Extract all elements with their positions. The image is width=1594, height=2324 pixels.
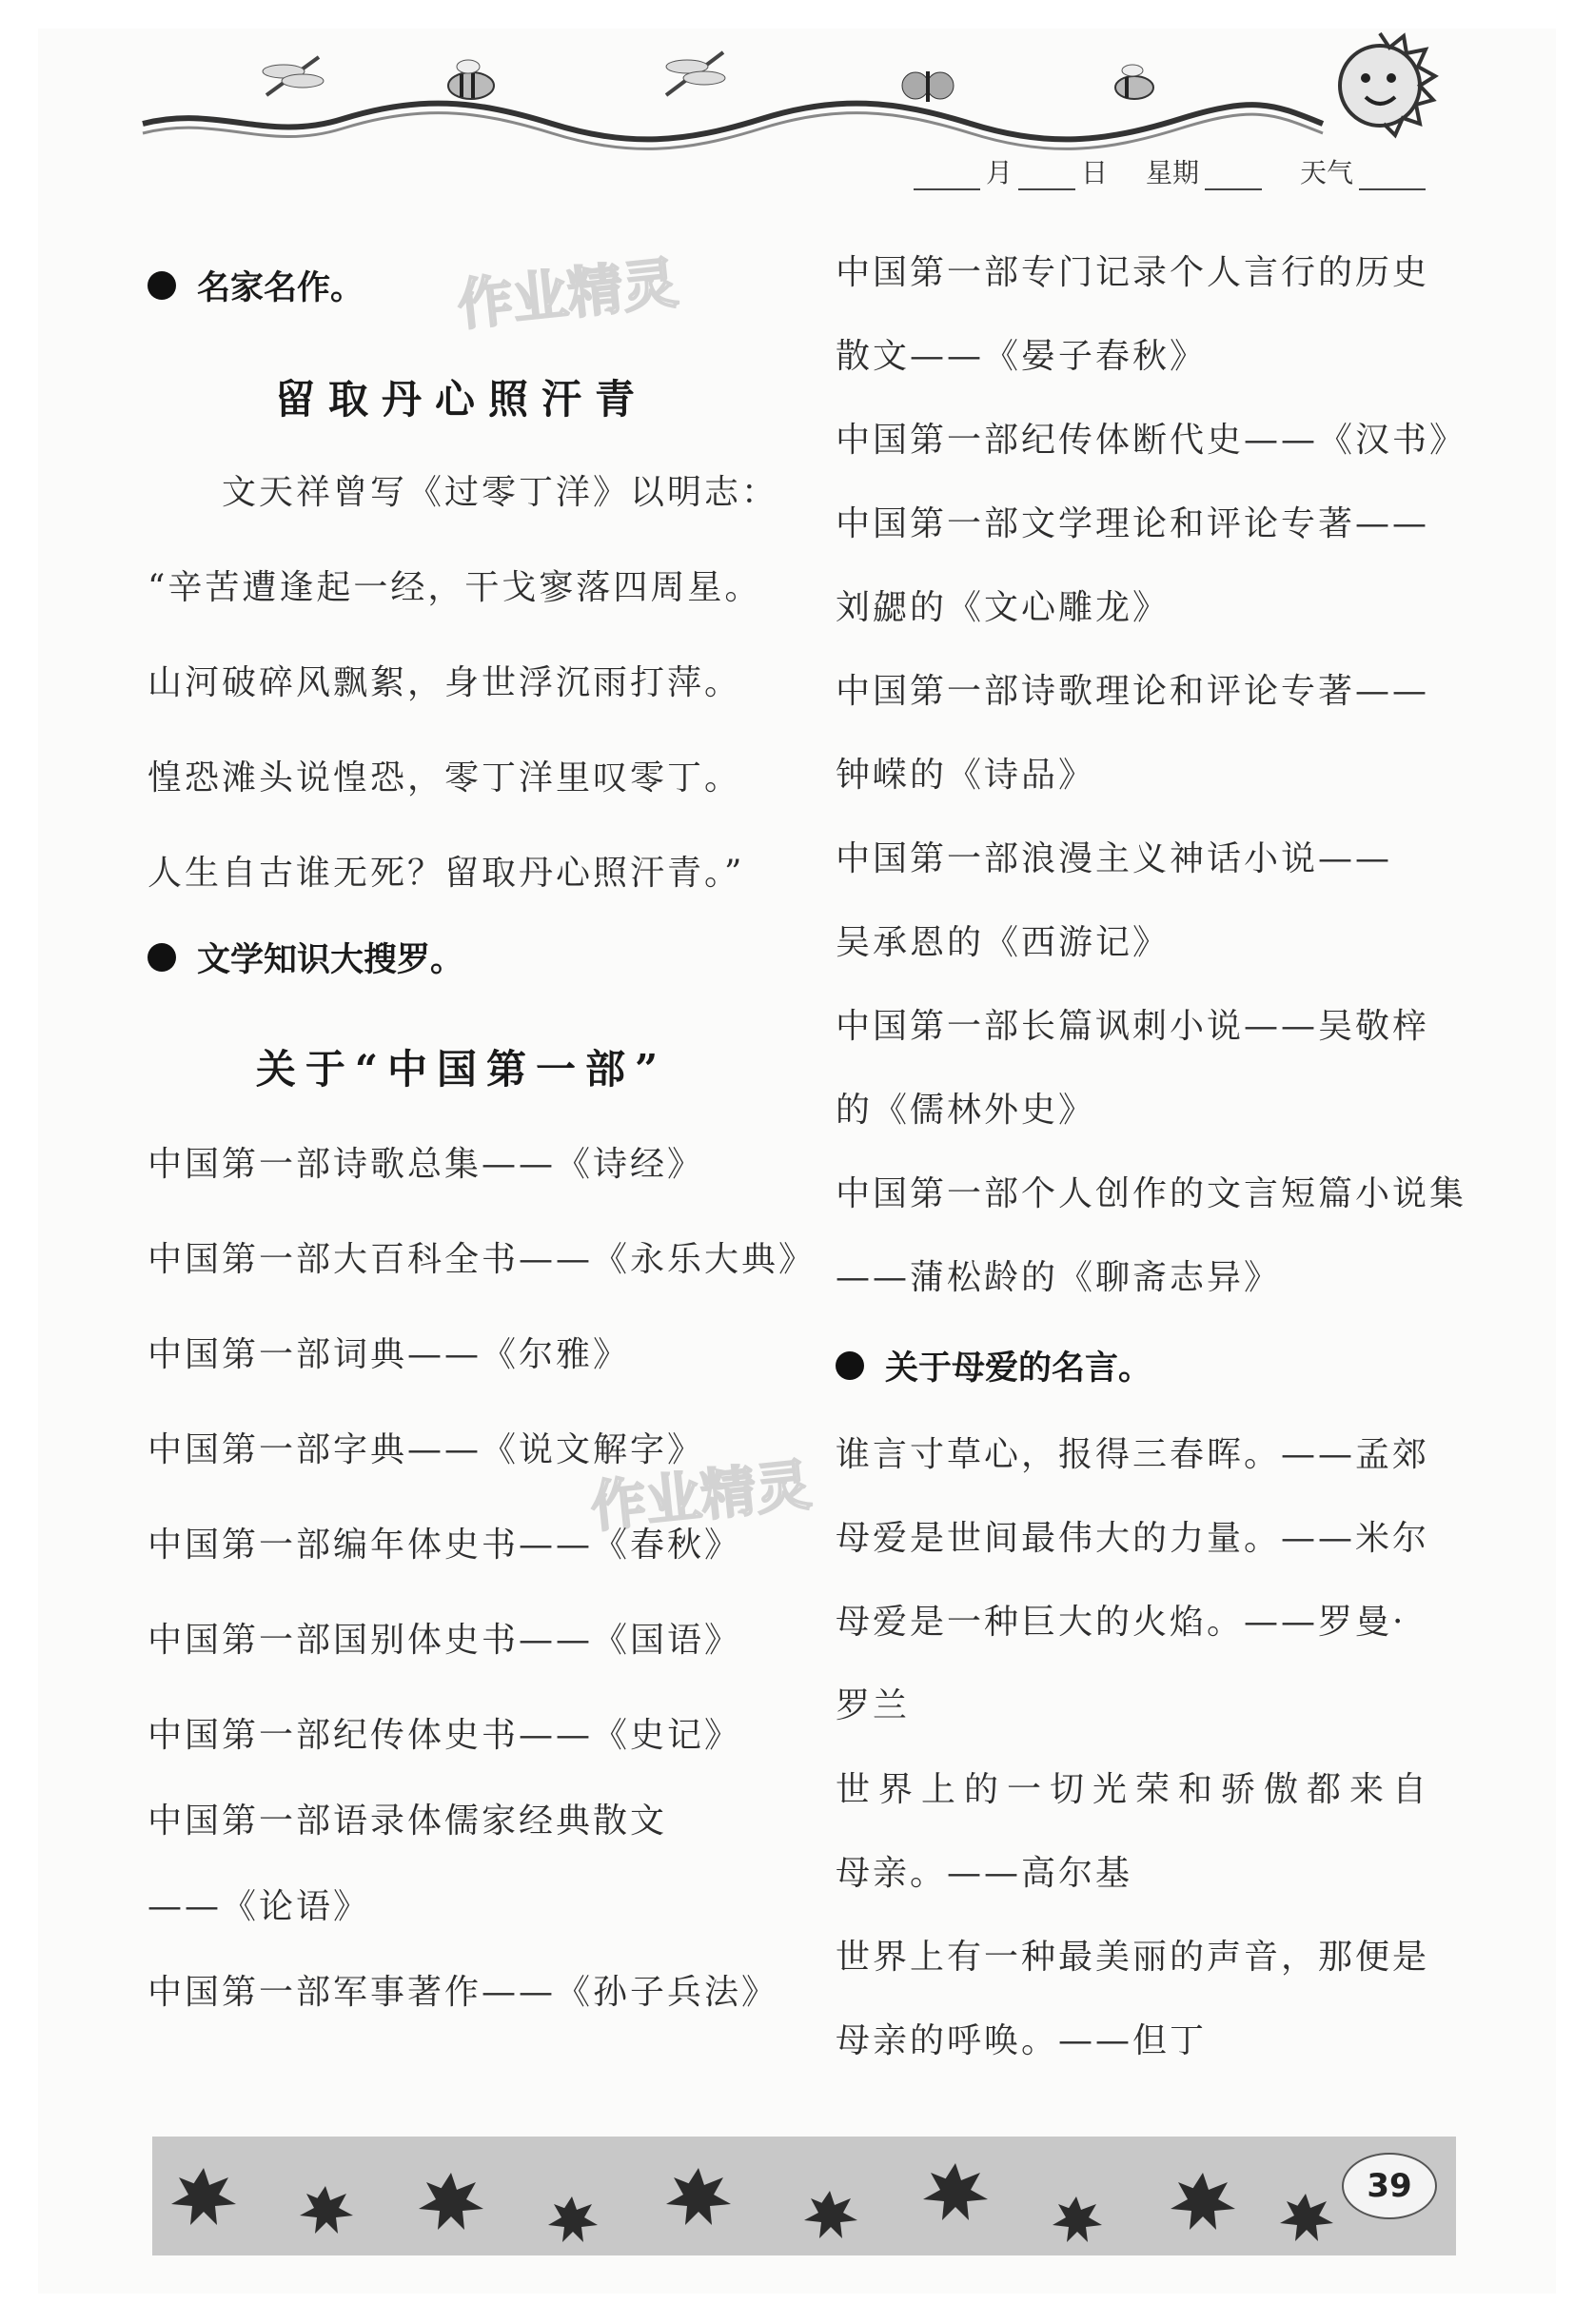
list-item: 吴承恩的《西游记》 bbox=[836, 923, 1171, 962]
right-column bbox=[836, 246, 1467, 2098]
leaf-icon bbox=[1280, 2194, 1333, 2241]
poem-line: 惶恐滩头说惶恐，零丁洋里叹零丁。 bbox=[148, 758, 742, 798]
list-item: 中国第一部编年体史书——《春秋》 bbox=[148, 1526, 742, 1565]
header-decoration bbox=[133, 19, 1446, 162]
quote-line: 世界上的一切光荣和骄傲都来自 bbox=[836, 1770, 1436, 1809]
butterfly-icon bbox=[902, 71, 954, 102]
section-title: 关于母爱的名言。 bbox=[885, 1349, 1152, 1388]
day-blank bbox=[1018, 160, 1075, 190]
month-blank bbox=[914, 160, 980, 190]
bullet-icon bbox=[148, 943, 176, 972]
list-item: 中国第一部字典——《说文解字》 bbox=[148, 1430, 705, 1469]
list-item: ——蒲松龄的《聊斋志异》 bbox=[836, 1258, 1282, 1297]
quote-line: 母亲的呼唤。——但丁 bbox=[836, 2021, 1208, 2060]
date-weather-line bbox=[914, 152, 1446, 190]
list-item: 中国第一部语录体儒家经典散文 bbox=[148, 1802, 668, 1841]
leaf-icon bbox=[1171, 2173, 1235, 2230]
list-title: 关于“中国第一部” bbox=[255, 1046, 668, 1093]
list-item: 的《儒林外史》 bbox=[836, 1091, 1096, 1130]
poem-line: “辛苦遭逢起一经，干戈寥落四周星。 bbox=[148, 568, 762, 607]
leaf-icon bbox=[1053, 2196, 1102, 2242]
quote-line: 母亲。——高尔基 bbox=[836, 1854, 1133, 1893]
list-item: 中国第一部浪漫主义神话小说—— bbox=[836, 839, 1393, 878]
quote-line: 世界上有一种最美丽的声音，那便是 bbox=[836, 1938, 1430, 1977]
sun-icon bbox=[1340, 33, 1435, 135]
list-item: 中国第一部诗歌总集——《诗经》 bbox=[148, 1145, 705, 1184]
section-title: 名家名作。 bbox=[197, 269, 364, 307]
list-item: 中国第一部大百科全书——《永乐大典》 bbox=[148, 1240, 817, 1279]
quote-line: 谁言寸草心，报得三春晖。——孟郊 bbox=[836, 1435, 1430, 1474]
list-item: 钟嵘的《诗品》 bbox=[836, 756, 1096, 795]
list-item: 中国第一部纪传体断代史——《汉书》 bbox=[836, 421, 1467, 460]
bullet-icon bbox=[836, 1351, 864, 1380]
leaf-icon bbox=[171, 2168, 236, 2225]
watermark: 作业精灵 bbox=[587, 1452, 815, 1540]
weather-label: 天气 bbox=[1300, 157, 1354, 188]
dragonfly-icon bbox=[263, 57, 324, 95]
footer-bar bbox=[152, 2137, 1456, 2255]
list-item: 中国第一部文学理论和评论专著—— bbox=[836, 504, 1430, 543]
poem-line: 人生自古谁无死？留取丹心照汗青。” bbox=[148, 854, 745, 893]
first-works-list-continued bbox=[836, 246, 1467, 1334]
weather-blank bbox=[1359, 160, 1426, 190]
bullet-icon bbox=[148, 271, 176, 300]
section-heading bbox=[836, 1342, 1454, 1389]
section-heading bbox=[148, 934, 776, 981]
poem-line: 文天祥曾写《过零丁洋》以明志： bbox=[222, 473, 779, 512]
leaf-icon bbox=[804, 2191, 857, 2238]
leaf-icon bbox=[300, 2186, 353, 2234]
list-item: 中国第一部专门记录个人言行的历史 bbox=[836, 253, 1430, 292]
leaf-icon bbox=[419, 2173, 483, 2230]
list-item: ——《论语》 bbox=[148, 1887, 371, 1926]
leaf-decoration bbox=[152, 2137, 1456, 2255]
dragonfly-icon bbox=[666, 52, 725, 95]
section-title: 文学知识大搜罗。 bbox=[197, 941, 464, 979]
quote-line: 罗兰 bbox=[836, 1686, 911, 1725]
list-item: 中国第一部长篇讽刺小说——吴敬梓 bbox=[836, 1007, 1430, 1046]
first-works-list bbox=[148, 1137, 817, 2051]
quote-line: 母爱是世间最伟大的力量。——米尔 bbox=[836, 1519, 1430, 1558]
watermark: 作业精灵 bbox=[454, 250, 681, 338]
poem-line: 山河破碎风飘絮，身世浮沉雨打萍。 bbox=[148, 663, 742, 702]
list-item: 中国第一部诗歌理论和评论专著—— bbox=[836, 672, 1430, 711]
day-label: 日 bbox=[1081, 157, 1109, 188]
month-label: 月 bbox=[986, 157, 1013, 188]
weekday-blank bbox=[1205, 160, 1262, 190]
list-item: 中国第一部国别体史书——《国语》 bbox=[148, 1621, 742, 1660]
list-item: 中国第一部词典——《尔雅》 bbox=[148, 1335, 631, 1374]
poem-title: 留取丹心照汗青 bbox=[274, 376, 648, 423]
list-item: 刘勰的《文心雕龙》 bbox=[836, 588, 1171, 627]
bee-icon bbox=[448, 60, 494, 99]
weekday-label: 星期 bbox=[1146, 157, 1200, 188]
list-item: 散文——《晏子春秋》 bbox=[836, 337, 1208, 376]
left-column bbox=[148, 238, 817, 2051]
list-item: 中国第一部个人创作的文言短篇小说集 bbox=[836, 1174, 1467, 1213]
bee-icon bbox=[1115, 65, 1153, 99]
mother-love-quotes bbox=[836, 1428, 1454, 2098]
leaf-icon bbox=[548, 2196, 598, 2242]
list-item: 中国第一部军事著作——《孙子兵法》 bbox=[148, 1973, 779, 2012]
quote-line: 母爱是一种巨大的火焰。——罗曼· bbox=[836, 1603, 1407, 1642]
leaf-icon bbox=[923, 2163, 988, 2220]
page-number: 39 bbox=[1342, 2153, 1437, 2219]
list-item: 中国第一部纪传体史书——《史记》 bbox=[148, 1716, 742, 1755]
poem bbox=[148, 465, 779, 941]
leaf-icon bbox=[666, 2168, 731, 2225]
section-heading bbox=[148, 262, 776, 309]
